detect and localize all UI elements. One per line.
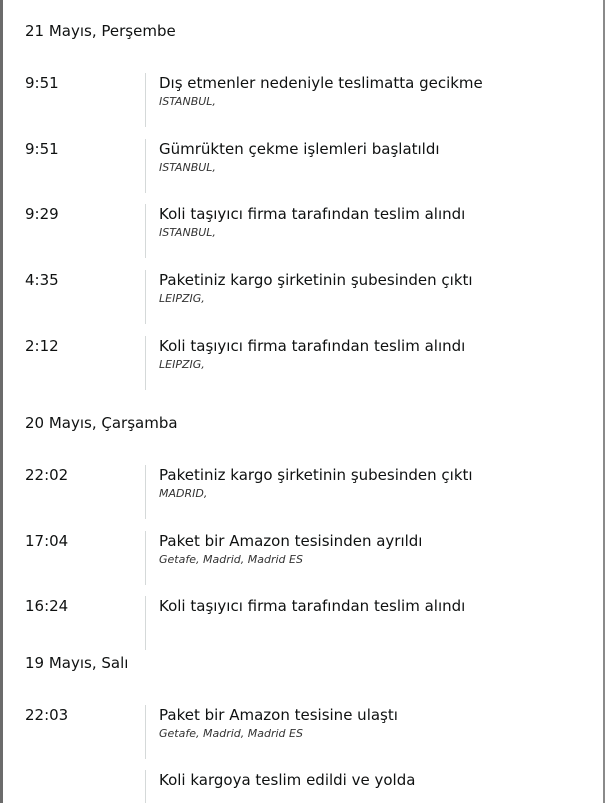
- event-description: Gümrükten çekme işlemleri başlatıldı: [159, 140, 440, 158]
- event-time: 22:03: [25, 706, 69, 724]
- event-time: 22:02: [25, 466, 69, 484]
- timeline-divider: [145, 770, 146, 803]
- event-time: 2:12: [25, 337, 59, 355]
- date-heading: 19 Mayıs, Salı: [25, 654, 129, 672]
- event-location: Getafe, Madrid, Madrid ES: [159, 553, 303, 566]
- event-time: 16:24: [25, 597, 69, 615]
- date-heading: 21 Mayıs, Perşembe: [25, 22, 176, 40]
- tracking-event: [0, 139, 600, 193]
- event-location: ISTANBUL,: [159, 161, 216, 174]
- timeline-divider: [145, 596, 146, 650]
- tracking-event: [0, 204, 600, 258]
- event-time: 9:29: [25, 205, 59, 223]
- event-description: Paket bir Amazon tesisinden ayrıldı: [159, 532, 423, 550]
- timeline-divider: [145, 465, 146, 519]
- timeline-divider: [145, 270, 146, 324]
- tracking-event: [0, 270, 600, 324]
- event-description: Paketiniz kargo şirketinin şubesinden çıktı: [159, 271, 473, 289]
- timeline-divider: [145, 139, 146, 193]
- event-description: Koli kargoya teslim edildi ve yolda: [159, 771, 416, 789]
- event-description: Paketiniz kargo şirketinin şubesinden çıktı: [159, 466, 473, 484]
- event-description: Koli taşıyıcı firma tarafından teslim alındı: [159, 205, 466, 223]
- event-time: 17:04: [25, 532, 69, 550]
- tracking-event: [0, 73, 600, 127]
- event-description: Koli taşıyıcı firma tarafından teslim alındı: [159, 597, 466, 615]
- timeline-divider: [145, 705, 146, 759]
- timeline-divider: [145, 531, 146, 585]
- event-location: ISTANBUL,: [159, 95, 216, 108]
- tracking-event: [0, 770, 600, 803]
- event-time: 9:51: [25, 140, 59, 158]
- tracking-event: [0, 465, 600, 519]
- tracking-event: [0, 596, 600, 650]
- event-description: Dış etmenler nedeniyle teslimatta gecikme: [159, 74, 483, 92]
- tracking-event: [0, 336, 600, 390]
- event-location: ISTANBUL,: [159, 226, 216, 239]
- event-location: LEIPZIG,: [159, 358, 205, 371]
- event-description: Koli taşıyıcı firma tarafından teslim alındı: [159, 337, 466, 355]
- event-time: 4:35: [25, 271, 59, 289]
- event-time: 9:51: [25, 74, 59, 92]
- timeline-divider: [145, 204, 146, 258]
- timeline-divider: [145, 73, 146, 127]
- event-description: Paket bir Amazon tesisine ulaştı: [159, 706, 398, 724]
- tracking-event: [0, 705, 600, 759]
- event-location: MADRID,: [159, 487, 208, 500]
- event-location: LEIPZIG,: [159, 292, 205, 305]
- timeline-divider: [145, 336, 146, 390]
- date-heading: 20 Mayıs, Çarşamba: [25, 414, 178, 432]
- event-location: Getafe, Madrid, Madrid ES: [159, 727, 303, 740]
- tracking-event: [0, 531, 600, 585]
